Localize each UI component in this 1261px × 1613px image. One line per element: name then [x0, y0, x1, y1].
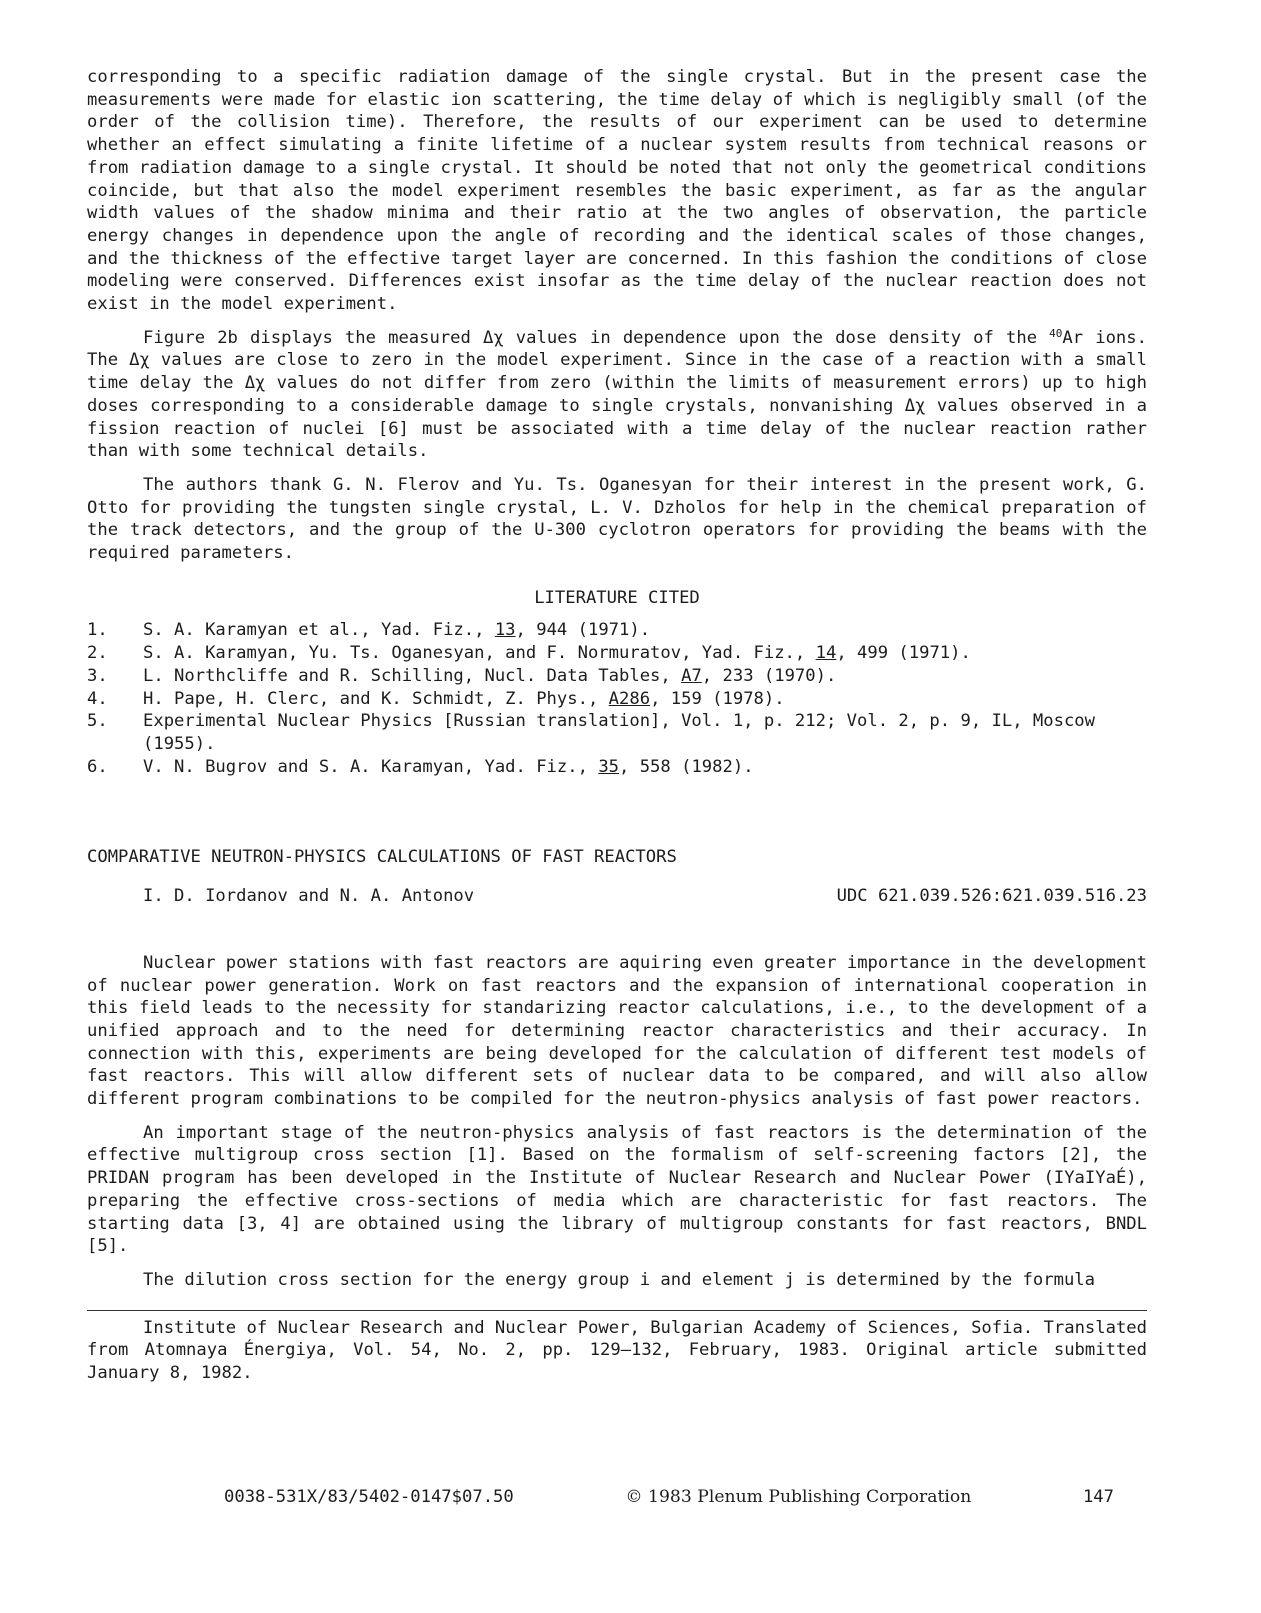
footnote-divider: [87, 1310, 1147, 1311]
reference-item: [87, 619, 1147, 642]
literature-heading: LITERATURE CITED: [534, 587, 700, 608]
reference-item: [87, 710, 1147, 755]
reference-citation: L. Northcliffe and R. Schilling, Nucl. Data Tables,: [143, 665, 682, 686]
page-number: 147: [1082, 1487, 1114, 1507]
reference-text: [143, 619, 1147, 642]
reference-list: [87, 619, 1147, 778]
body-paragraph: The dilution cross section for the energy group i and element j is determined by the formula: [143, 1269, 1095, 1290]
reference-text: [143, 756, 1147, 779]
article-title: COMPARATIVE NEUTRON-PHYSICS CALCULATIONS OF FAST REACTORS: [87, 847, 677, 868]
reference-number: 6.: [87, 756, 108, 777]
reference-citation: V. N. Bugrov and S. A. Karamyan, Yad. Fiz.,: [143, 756, 599, 777]
reference-pages: , 558 (1982).: [619, 756, 754, 777]
reference-citation: H. Pape, H. Clerc, and K. Schmidt, Z. Phys.,: [143, 688, 609, 709]
authors-row: [87, 885, 1147, 908]
copyright-notice: © 1983 Plenum Publishing Corporation: [625, 1487, 972, 1507]
reference-volume: 14: [815, 643, 837, 664]
reference-citation: S. A. Karamyan et al., Yad. Fiz.,: [143, 620, 495, 641]
reference-pages: , 944 (1971).: [515, 620, 651, 641]
reference-volume: A7: [681, 665, 702, 686]
udc-code: UDC 621.039.526:621.039.516.23: [836, 886, 1147, 907]
affiliation-footnote: Institute of Nuclear Research and Nuclear Power, Bulgarian Academy of Sciences, Sofia. Translated from Atomnaya Énergiya, Vol. 54, No. 2, pp. 129–132, February, 1983. Original article submitted January 8, 1982.: [87, 1317, 1147, 1384]
page-footer: [224, 1487, 1114, 1507]
reference-number: 4.: [87, 688, 108, 709]
reference-volume: A286: [608, 688, 651, 709]
reference-citation: S. A. Karamyan, Yu. Ts. Oganesyan, and F. Normuratov, Yad. Fiz.,: [143, 643, 816, 664]
article-code: 0038-531X/83/5402-0147$07.50: [224, 1487, 514, 1507]
reference-text: [143, 642, 1147, 665]
body-paragraph: Nuclear power stations with fast reactors are aquiring even greater importance in the development of nuclear power generation. Work on fast reactors and the expansion of international cooperation in this field leads to the necessity for standarizing reactor calculations, i.e., to the development of a unified approach and to the need for determining reactor characteristics and their accuracy. In connection with this, experiments are being developed for the calculation of different test models of fast reactors. This will allow different sets of nuclear data to be compared, and will also allow different program combinations to be compiled for the neutron-physics analysis of fast power reactors.: [87, 952, 1147, 1110]
article-authors: I. D. Iordanov and N. A. Antonov: [143, 886, 475, 907]
reference-pages: , 159 (1978).: [650, 688, 785, 709]
reference-text: Experimental Nuclear Physics [Russian translation], Vol. 1, p. 212; Vol. 2, p. 9, IL, Moscow (1955).: [143, 711, 1095, 754]
reference-text: [143, 688, 1147, 711]
reference-pages: , 499 (1971).: [836, 643, 971, 664]
body-paragraph: [87, 327, 1147, 463]
figure-reference-text: Figure 2b displays the measured Δχ values in dependence upon the dose density of the: [143, 327, 1038, 348]
acknowledgment-paragraph: The authors thank G. N. Flerov and Yu. Ts. Oganesyan for their interest in the present work, G. Otto for providing the tungsten single crystal, L. V. Dzholos for help in the chemical preparation of the track detectors, and the group of the U-300 cyclotron operators for providing the beams with the required parameters.: [87, 474, 1147, 564]
reference-pages: , 233 (1970).: [701, 665, 837, 686]
body-paragraph: corresponding to a specific radiation damage of the single crystal. But in the present case the measurements were made for elastic ion scattering, the time delay of which is negligibly small (of the order of the collision time). Therefore, the results of our experiment can be used to determine whether an effect simulating a finite lifetime of a nuclear system results from technical reasons or from radiation damage to a single crystal. It should be noted that not only the geometrical conditions coincide, but that also the model experiment resembles the basic experiment, as far as the angular width values of the shadow minima and their ratio at the two angles of observation, the particle energy changes in dependence upon the angle of recording and the identical scales of those changes, and the thickness of the effective target layer are concerned. In this fashion the conditions of close modeling were conserved. Differences exist insofar as the time delay of the nuclear reaction does not exist in the model experiment.: [87, 67, 1147, 315]
reference-number: 1.: [87, 620, 108, 641]
isotope-superscript: 40: [1049, 326, 1063, 340]
body-paragraph: An important stage of the neutron-physics analysis of fast reactors is the determination of the effective multigroup cross section [1]. Based on the formalism of self-screening factors [2], the PRIDAN program has been developed in the Institute of Nuclear Research and Nuclear Power (IYaIYaÉ), preparing the effective cross-sections of media which are characteristic for fast reactors. The starting data [3, 4] are obtained using the library of multigroup constants for fast reactors, BNDL [5].: [87, 1122, 1147, 1257]
reference-item: [87, 642, 1147, 665]
reference-number: 3.: [87, 665, 108, 686]
reference-number: 5.: [87, 711, 108, 732]
reference-volume: 13: [494, 620, 516, 641]
reference-volume: 35: [598, 756, 620, 777]
reference-item: [87, 756, 1147, 779]
page-content: [87, 66, 1147, 1396]
reference-number: 2.: [87, 643, 108, 664]
reference-item: [87, 665, 1147, 688]
body-text: Ar ions. The Δχ values are close to zero in the model experiment. Since in the case of a reaction with a small time delay the Δχ values do not differ from zero (within the limits of measurement errors) up to high doses corresponding to a considerable damage to single crystals, nonvanishing Δχ values observed in a fission reaction of nuclei [6] must be associated with a time delay of the nuclear reaction rather than with some technical details.: [87, 327, 1147, 462]
reference-item: [87, 688, 1147, 711]
reference-text: [143, 665, 1147, 688]
